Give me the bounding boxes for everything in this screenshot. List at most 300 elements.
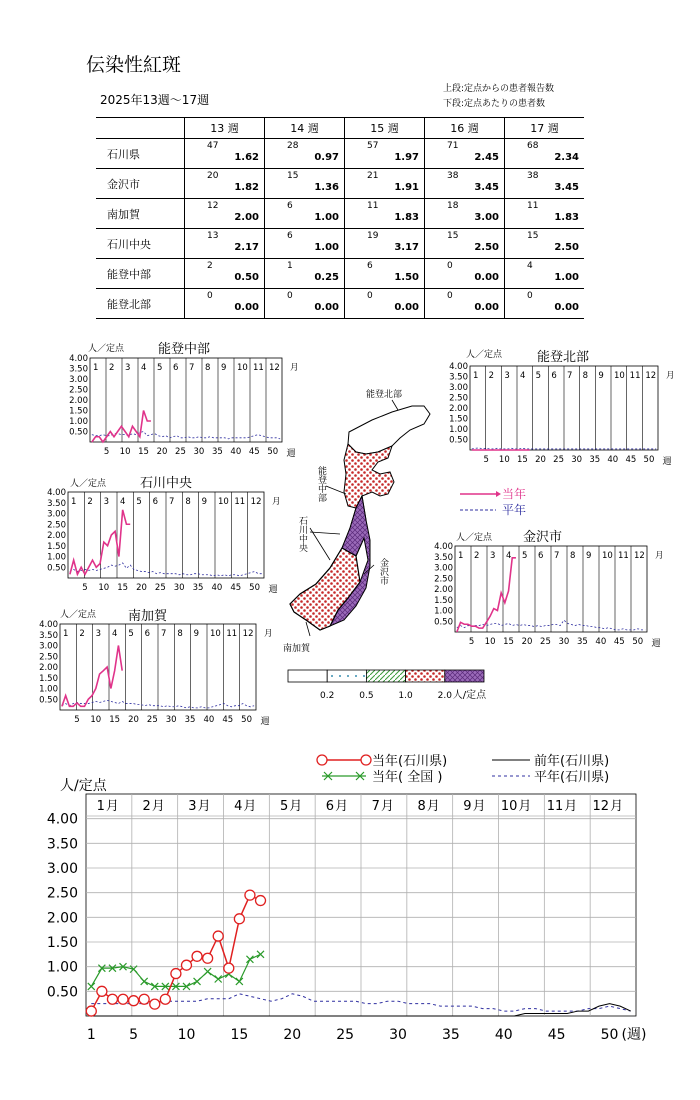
per-sentinel-rate: 2.34 [554,152,579,163]
main-chart [47,753,647,1043]
region-label: 石川中央 [96,229,185,259]
y-tick-label: 1.50 [449,414,468,425]
map-region-noto-chubu [344,444,394,508]
case-count: 18 [447,201,459,211]
month-label: 4 [120,497,126,507]
chart-title: 石川中央 [140,476,193,491]
scale-swatch [288,670,327,682]
month-label: 7 [371,799,380,814]
legend-label-current: 当年 [502,487,527,501]
x-tick-label: 30 [558,637,570,647]
current-point-marker [203,953,213,963]
scale-swatch [366,670,405,682]
month-label: 8 [205,363,211,373]
y-tick-label: 3.50 [69,364,88,375]
x-tick-label: 1 [86,1027,96,1043]
per-sentinel-rate: 3.45 [554,182,579,193]
chart-title: 南加賀 [128,609,168,624]
case-count: 11 [527,201,539,211]
month-label: 2 [87,497,93,507]
y-axis-label: 人／定点 [60,610,97,620]
per-sentinel-rate: 0.00 [474,272,499,283]
x-axis-unit: 週 [662,457,672,467]
page-title: 伝染性紅斑 [86,54,182,76]
per-sentinel-rate: 0.25 [314,272,339,283]
case-count: 68 [527,141,539,151]
per-sentinel-rate: 0.00 [314,302,339,313]
scale-tick-label: 1.0 [398,691,413,701]
per-sentinel-rate: 1.97 [394,152,419,163]
month-unit-label: 月 [655,551,664,561]
y-tick-label: 2.00 [434,585,453,595]
case-count: 47 [207,141,219,151]
current-point-marker [107,994,117,1004]
x-tick-label: 50 [600,1027,619,1043]
scale-tick-label: 0.2 [320,691,335,701]
label-leader-line [392,400,398,410]
month-label: 8 [582,371,589,381]
x-tick-label: 40 [607,455,619,465]
month-label: 7 [567,371,573,381]
per-sentinel-rate: 1.00 [314,242,339,253]
month-unit-label: 月 [105,799,119,814]
month-label: 11 [546,799,564,814]
case-count: 38 [447,171,459,181]
month-label: 11 [253,363,264,373]
legend-label: 当年(石川県) [372,754,448,769]
week-header: 14 週 [265,118,345,139]
x-tick-label: 50 [632,637,644,647]
y-tick-label: 1.00 [434,606,453,617]
region-label: 石川県 [96,139,185,169]
case-count: 1 [287,261,293,271]
map-region-minami-kaga-outline [290,548,360,630]
y-tick-label: 3.00 [39,641,58,652]
per-sentinel-rate: 0.00 [554,302,579,313]
x-tick-label: 15 [138,447,149,457]
month-label: 5 [535,371,542,381]
regional-chart [47,475,280,595]
map-label-ishikawa-chuo: 石川中央 [297,516,307,552]
month-label: 2 [474,551,480,561]
y-tick-label: 2.50 [434,574,453,585]
x-tick-label: 15 [503,637,514,647]
x-tick-label: 50 [249,583,260,593]
x-axis-unit: 週 [268,585,278,595]
case-count: 6 [367,261,373,271]
x-tick-label: 25 [553,455,564,465]
case-count: 0 [207,291,213,301]
case-count: 0 [367,291,373,301]
chart-title: 能登北部 [537,350,590,365]
case-count: 15 [527,231,539,241]
x-tick-label: 10 [119,447,131,457]
current-point-marker [213,931,223,941]
x-tick-label: 30 [173,583,185,593]
y-axis-label: 人／定点 [466,350,503,360]
month-label: 12 [269,363,280,373]
y-tick-label: 2.50 [39,652,58,663]
note-lower: 下段:定点あたりの患者数 [443,99,546,109]
x-tick-label: 45 [248,447,260,457]
y-tick-label: 0.50 [449,435,468,446]
y-tick-label: 4.00 [47,488,66,498]
y-tick-label: 3.00 [69,375,88,385]
y-tick-label: 2.50 [69,385,88,396]
x-tick-label: 25 [146,715,158,725]
month-unit-label: 月 [335,799,349,814]
month-unit-label: 月 [197,799,211,814]
per-sentinel-rate: 1.91 [394,182,419,193]
month-label: 4 [141,363,147,373]
month-label: 5 [157,363,163,373]
current-point-marker [86,1006,96,1016]
legend-label: 前年(石川県) [534,754,610,769]
x-tick-label: 10 [98,583,110,593]
month-label: 12 [645,371,657,381]
y-tick-label: 0.50 [69,427,88,438]
map-label-kanazawa: 金沢市 [378,558,388,585]
regional-chart [39,608,272,727]
x-tick-label: 35 [192,583,204,593]
per-sentinel-rate: 0.97 [314,152,339,163]
month-label: 12 [242,629,254,639]
per-sentinel-rate: 1.00 [314,212,339,223]
month-label: 6 [551,371,557,381]
x-tick-label: 5 [103,447,110,457]
month-unit-label: 月 [289,799,303,814]
case-count: 57 [367,141,379,151]
per-sentinel-rate: 1.82 [234,182,259,193]
month-label: 12 [250,497,262,507]
month-label: 3 [504,371,510,381]
y-tick-label: 3.50 [46,836,78,853]
month-label: 3 [125,363,131,373]
x-tick-label: 35 [576,637,588,647]
x-tick-label: 30 [165,715,177,725]
case-count: 6 [287,231,293,241]
per-sentinel-rate: 1.62 [234,152,259,163]
y-tick-label: 1.50 [434,595,453,606]
scale-tick-label: 2.0 [437,691,452,701]
month-unit-label: 月 [426,799,440,814]
x-tick-label: 5 [468,637,475,647]
month-label: 4 [506,551,512,561]
legend-arrow [496,491,501,497]
month-label: 5 [136,497,142,507]
case-count: 11 [367,201,379,211]
label-leader-line [306,622,310,636]
y-axis-label: 人／定点 [456,533,493,543]
y-tick-label: 4.00 [434,542,453,552]
month-unit-label: 月 [264,629,273,639]
month-label: 6 [144,629,151,639]
week-header: 17 週 [505,118,585,139]
month-label: 10 [210,629,221,639]
x-axis-unit: (週) [621,1027,647,1043]
x-axis-unit: 週 [286,449,296,459]
y-tick-label: 1.00 [47,552,66,563]
month-label: 10 [602,551,613,561]
current-point-marker [224,963,234,973]
y-tick-label: 1.00 [69,417,88,427]
label-leader-line [310,532,340,534]
x-tick-label: 40 [595,637,607,647]
current-point-marker [256,896,266,906]
current-point-marker [139,994,149,1004]
month-label: 10 [500,799,518,814]
case-count: 4 [527,261,533,271]
x-tick-label: 20 [156,447,168,457]
week-header: 16 週 [425,118,505,139]
per-sentinel-rate: 1.50 [394,272,419,283]
legend-label-average: 平年 [502,503,527,517]
month-unit-label: 月 [472,799,486,814]
month-unit-label: 月 [290,363,299,373]
x-tick-label: 35 [184,715,196,725]
map-label-noto-chubu: 能登中部 [316,466,326,502]
month-label: 12 [634,551,645,561]
week-header: 13 週 [185,118,265,139]
x-tick-label: 15 [230,1027,249,1043]
current-point-marker [150,999,160,1009]
y-tick-label: 1.50 [46,935,78,951]
month-label: 5 [279,799,289,814]
y-tick-label: 3.50 [47,498,66,509]
case-count: 0 [527,291,533,301]
regional-chart [449,348,674,467]
per-sentinel-rate: 3.45 [474,182,499,193]
y-tick-label: 4.00 [46,811,78,828]
x-tick-label: 40 [230,447,242,457]
case-count: 13 [207,231,219,241]
per-sentinel-rate: 1.83 [554,212,579,223]
x-tick-label: 45 [547,1027,566,1043]
x-tick-label: 45 [230,583,242,593]
x-tick-label: 20 [535,455,546,465]
x-tick-label: 25 [540,637,551,647]
x-tick-label: 40 [494,1027,513,1043]
month-label: 3 [188,799,197,814]
month-label: 5 [128,629,134,639]
y-tick-label: 2.50 [47,520,66,531]
region-label: 金沢市 [96,169,185,199]
x-tick-label: 10 [498,455,510,465]
month-label: 10 [237,363,248,373]
per-sentinel-rate: 2.17 [234,242,259,253]
month-unit-label: 月 [564,799,578,814]
current-point-marker [245,890,255,900]
scale-swatch [445,670,484,682]
per-sentinel-rate: 1.83 [394,212,419,223]
x-tick-label: 35 [441,1027,460,1043]
x-tick-label: 5 [74,715,80,725]
month-label: 4 [234,799,243,814]
month-label: 7 [161,629,167,639]
map-label-noto-hokubu: 能登北部 [366,390,403,400]
y-tick-label: 3.50 [39,630,58,641]
month-label: 1 [71,497,77,507]
x-tick-label: 5 [483,455,489,465]
current-point-marker [118,994,128,1004]
y-tick-label: 1.00 [449,425,468,435]
month-label: 3 [95,629,102,639]
case-count: 21 [367,171,379,181]
per-sentinel-rate: 0.00 [394,302,419,313]
y-tick-label: 2.00 [69,396,88,406]
x-tick-label: 10 [484,637,496,647]
month-label: 8 [177,629,183,639]
x-tick-label: 50 [241,715,252,725]
x-tick-label: 35 [589,455,601,465]
month-unit-label: 月 [666,371,675,381]
month-label: 3 [103,497,110,507]
x-tick-label: 10 [177,1027,196,1043]
month-label: 8 [185,497,191,507]
month-unit-label: 月 [610,799,624,814]
case-count: 28 [287,141,299,151]
month-label: 1 [93,363,99,373]
month-label: 1 [458,551,464,561]
x-tick-label: 25 [154,583,166,593]
x-tick-label: 30 [193,447,205,457]
y-tick-label: 1.50 [39,673,58,684]
month-label: 9 [201,497,208,507]
y-tick-label: 1.50 [69,406,88,417]
month-label: 11 [226,629,238,639]
y-tick-label: 2.50 [46,885,78,902]
x-axis-unit: 週 [651,639,661,649]
map-label-minami-kaga: 南加賀 [283,644,311,654]
scale-swatch [406,670,445,682]
x-tick-label: 25 [175,447,186,457]
y-tick-label: 2.00 [46,910,78,927]
x-tick-label: 40 [211,583,223,593]
scale-swatch [327,670,366,682]
case-count: 12 [207,201,219,211]
x-tick-label: 45 [222,715,234,725]
region-label: 能登北部 [96,289,185,319]
month-label: 11 [629,371,641,381]
note-upper: 上段:定点からの患者報告数 [443,84,555,94]
per-sentinel-rate: 0.00 [234,302,259,313]
regional-chart [434,529,663,649]
x-tick-label: 20 [283,1027,302,1043]
case-count: 38 [527,171,539,181]
case-count: 15 [287,171,299,181]
month-label: 2 [142,799,151,814]
legend-marker [317,755,327,765]
case-count: 2 [207,261,213,271]
month-label: 2 [488,371,495,381]
month-label: 1 [63,629,69,639]
chart-title: 金沢市 [523,530,563,545]
x-tick-label: 25 [336,1027,355,1043]
per-sentinel-rate: 3.17 [394,242,419,253]
per-sentinel-rate: 2.50 [474,242,499,253]
month-label: 3 [490,551,496,561]
y-tick-label: 3.00 [434,563,453,574]
y-tick-label: 2.50 [449,393,468,404]
x-tick-label: 20 [521,637,533,647]
case-count: 0 [447,291,453,301]
month-label: 2 [79,629,85,639]
chart-title: 能登中部 [158,342,211,357]
y-tick-label: 0.50 [434,617,453,628]
month-label: 7 [189,363,195,373]
x-tick-label: 40 [203,715,215,725]
month-label: 11 [618,551,629,561]
x-tick-label: 30 [571,455,583,465]
per-sentinel-rate: 1.36 [314,182,339,193]
current-point-marker [160,994,170,1004]
y-tick-label: 4.00 [449,362,468,372]
month-unit-label: 月 [151,799,165,814]
x-tick-label: 45 [625,455,637,465]
x-tick-label: 15 [109,715,121,725]
per-sentinel-rate: 0.00 [474,302,499,313]
month-label: 8 [570,551,576,561]
x-tick-label: 5 [82,583,88,593]
month-label: 7 [169,497,175,507]
label-leader-line [326,486,346,494]
per-sentinel-rate: 2.00 [234,212,259,223]
case-count: 19 [367,231,379,241]
per-sentinel-rate: 3.00 [474,212,499,223]
month-label: 9 [221,363,227,373]
y-axis-label: 人／定点 [70,479,107,489]
y-tick-label: 3.00 [46,861,78,877]
y-axis-label: 人／定点 [88,344,125,354]
x-tick-label: 30 [389,1027,407,1043]
x-tick-label: 50 [643,455,655,465]
month-label: 8 [417,799,426,814]
legend-marker [361,755,371,765]
x-axis-unit: 週 [260,717,270,727]
month-label: 10 [218,497,229,507]
case-count: 20 [207,171,219,181]
per-sentinel-rate: 2.45 [474,152,499,163]
region-label: 能登中部 [96,259,185,289]
y-tick-label: 1.00 [46,959,78,976]
month-unit-label: 月 [518,799,532,814]
case-count: 15 [447,231,459,241]
y-tick-label: 3.50 [449,372,468,383]
y-tick-label: 3.00 [47,509,66,520]
scale-tick-label: 0.5 [359,691,374,701]
per-sentinel-rate: 2.50 [554,242,579,253]
scale-unit-label: 人/定点 [452,690,487,701]
y-tick-label: 1.00 [39,684,58,695]
y-tick-label: 0.50 [46,984,78,1001]
case-count: 71 [447,141,459,151]
case-count: 6 [287,201,293,211]
y-tick-label: 0.50 [47,563,66,574]
month-label: 9 [463,799,472,814]
x-tick-label: 20 [128,715,139,725]
month-label: 12 [592,799,610,814]
month-label: 11 [234,497,246,507]
x-tick-label: 15 [117,583,129,593]
case-count: 0 [287,291,293,301]
per-sentinel-rate: 0.50 [234,272,259,283]
month-label: 4 [520,371,526,381]
month-label: 1 [96,799,105,814]
month-label: 9 [586,551,592,561]
current-point-marker [171,969,181,979]
x-tick-label: 10 [90,715,102,725]
per-sentinel-rate: 1.00 [554,272,579,283]
